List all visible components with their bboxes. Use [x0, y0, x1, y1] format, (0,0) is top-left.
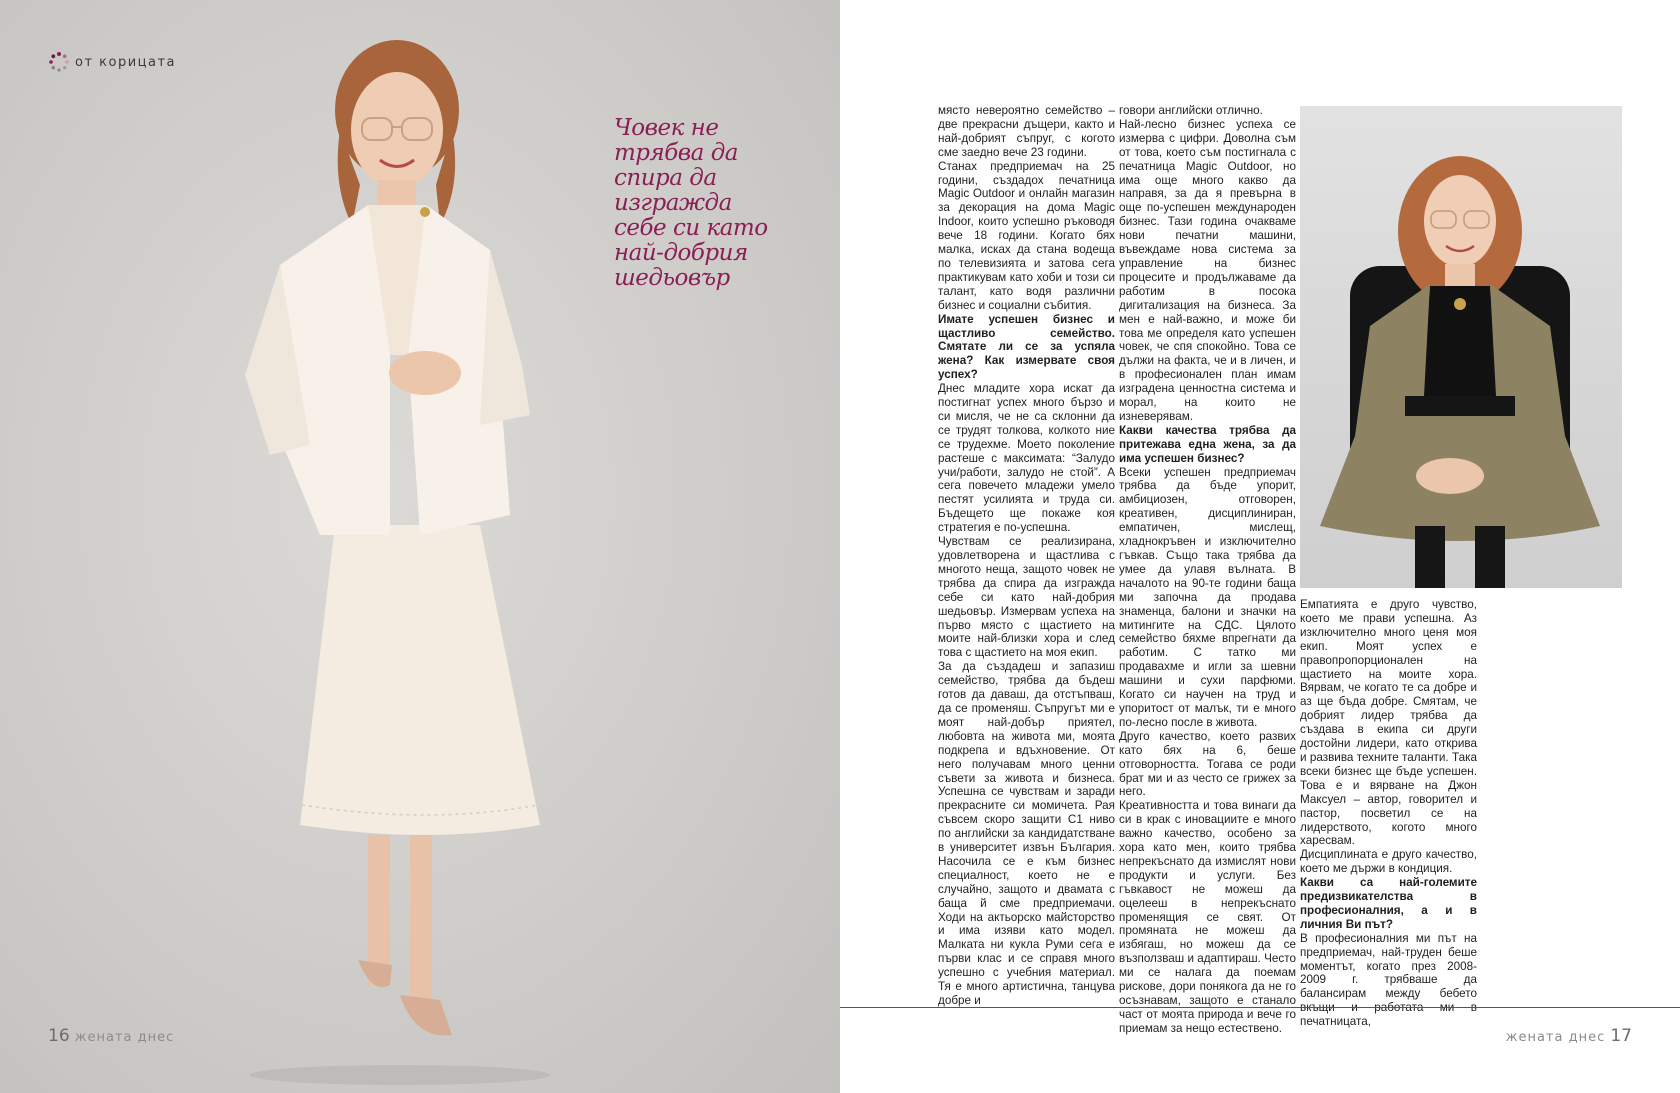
page-number-left: 16	[48, 1026, 70, 1046]
footer-rule	[840, 1007, 1680, 1008]
article-paragraph: За да създадеш и запазиш семейство, трябва да бъдеш готов да даваш, да отстъпваш, да се променяш. Съпругът ми е моят най-добър приятел, любовта на живота ми, моята подкрепа и вдъхновение. От него получавам много ценни съвети за живота и бизнеса. Успешна се чувствам и заради прекрасните си момичета. Рая съвсем скоро защити С1 ниво по английски за кандидатстване в университет извън България. Насочила се е към бизнес специалност, което не е случайно, защото и двамата с баща й сме предприемачи. Ходи на актьорско майсторство и има изяви като модел. Малката ни кукла Руми сега е първи клас и се справя много успешно с учебния материал. Тя е много артистична, танцува добре и	[938, 660, 1115, 1007]
article-paragraph: Станах предприемач на 25 години, създадох печатница Magic Outdoor и онлайн магазин за декорация на дома Magic Indoor, които успешно ръководя вече 18 години. Когато бях малка, исках да стана водеща по телевизията и затова сега практикувам като хоби и този си талант, като водя различни бизнес и социални събития.	[938, 159, 1115, 312]
seated-woman-photo	[1300, 106, 1622, 588]
magazine-name-left: жената днес	[74, 1030, 175, 1045]
section-label	[48, 51, 176, 73]
article-paragraph: Креативността и това винаги да си в крак с иновациите е много важно качество, особено за хора като мен, които трябва непрекъснато да измислят нови продукти и услуги. Без гъвкавост не можеш да оцелееш в непрекъснато променящия се свят. От промяната не можеш да избягаш, но можеш да се възползваш и адаптираш. Често ми се налага да поемам рискове, дори понякога да не го осъзнавам, защото е станало част от моята природа и вече го приемам за нещо естествено.	[1119, 799, 1296, 1035]
article-paragraph: Чувствам се реализирана, удовлетворена и щастлива с многото неща, защото човек не трябва да спира да изгражда себе си като най-добрия шедьовър. Измервам успеха на първо място с щастието на моите най-близки хора и след това с щастието на моя екип.	[938, 535, 1115, 660]
folio-left	[48, 1026, 174, 1046]
seated-woman-illustration	[1300, 106, 1622, 588]
dots-ring-icon	[48, 51, 70, 73]
article-paragraph: място невероятно семейство – две прекрасни дъщери, както и най-добрият съпруг, с когото сме заедно вече 23 години.	[938, 104, 1115, 159]
article-paragraph: Друго качество, което развих като бях на 6, беше отговорността. Тогава се роди брат ми и аз често се грижех за него.	[1119, 729, 1296, 799]
article-column-3	[1300, 598, 1477, 1029]
article-paragraph: говори английски отлично.	[1119, 104, 1263, 117]
pull-quote: Човек не трябва да спира да изгражда себе си като най-добрия шедьовър	[614, 115, 768, 291]
magazine-name-right: жената днес	[1505, 1030, 1606, 1045]
article-paragraph: В професионалния ми път на предприемач, най-труден беше моментът, когато през 2008-2009 г. трябваше да балансирам между бебето печатницата,	[1300, 931, 1477, 1029]
article-paragraph: Всеки успешен предприемач трябва да бъде упорит, амбициозен, отговорен, креативен, дисциплиниран, емпатичен, мислещ, хладнокръвен и изключително гъвкав. Също така трябва да умее да улавя вълната. В началото на 90-те години баща ми започна да продава знаменца, балони и значки на митингите на СДС. Цялото семейство бяхме впрегнати да работим. С татко ми продавахме и игли за шевни машини и сухи парфюми. Когато си научен на труд и упоритост от малък, ти е много по-лесно после в живота.	[1119, 465, 1296, 729]
interview-question: Какви са най-големите предизвикателства в професионалния, а и в личния Ви път?	[1300, 876, 1477, 931]
article-paragraph: Днес младите хора искат да постигнат успех много бързо и си мисля, че не са склонни да се трудят толкова, колкото ние се трудехме. Моето поколение растеше с максимата: “Залудо учи/работи, залудо не стой”. А сега повечето младежи умело пестят усилията и труда си. Бъдещето ще покаже коя стратегия е по-успешна.	[938, 382, 1115, 535]
right-page	[840, 0, 1680, 1093]
page-number-right: 17	[1610, 1026, 1632, 1046]
folio-right	[1506, 1026, 1632, 1046]
section-label-text: от корицата	[75, 54, 177, 70]
article-column-1	[938, 104, 1115, 1008]
interview-question: Имате успешен бизнес и щастливо семейство. Смятате ли се за успяла жена? Как измервате своя успех?	[938, 312, 1115, 382]
cover-woman-photo	[240, 35, 590, 1085]
article-paragraph: Дисциплината е друго качество, което ме държи в кондиция.	[1300, 848, 1477, 876]
article-column-2	[1119, 104, 1296, 1036]
interview-question: Какви качества трябва да притежава една жена, за да има успешен бизнес?	[1119, 423, 1296, 465]
article-paragraph: Емпатията е друго чувство, което ме прави успешна. Аз изключително много ценя моя екип. Моят успех е правопропорционален на щастието на моите хора. Вярвам, че когато те са добре и аз ще бъда добре. Смятам, че добрият лидер трябва да създава в екипа си други достойни лидери, като открива и развива техните таланти. Така всеки бизнес ще бъде успешен. Това е и вярване на Джон Максуел – автор, говорител и пастор, посветил се на лидерството, когото много харесвам.	[1300, 598, 1477, 848]
article-paragraph: Най-лесно бизнес успеха се измерва с цифри. Доволна съм от това, което съм постигнала с печатница Magic Outdoor, но има още много какво да направя, за да я превърна в още по-успешен международен бизнес. Тази година очакваме нови печатни машини, въвеждаме нова система за управление на бизнес процесите и продължаваме да работим в посока дигитализация на бизнеса. За мен е най-важно, и може би това ме определя като успешен човек, че спя спокойно. Това се дължи на факта, че и в личен, и в професионален план имам изградена ценностна система и морал, на които не изневерявам.	[1119, 117, 1296, 423]
